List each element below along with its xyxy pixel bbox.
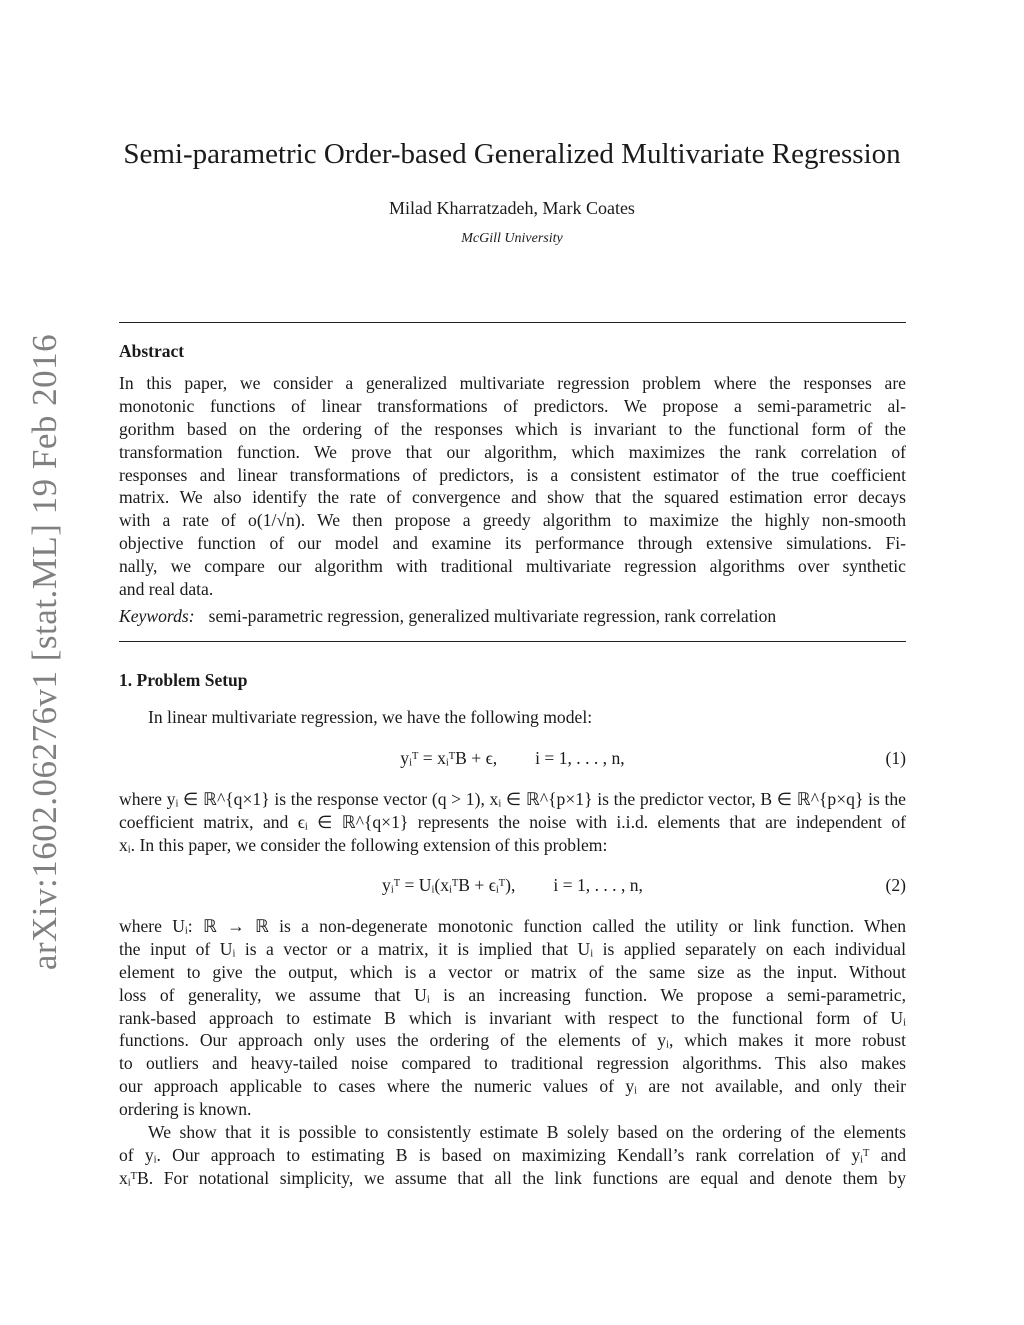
arxiv-sidebar-stamp — [20, 333, 70, 971]
paragraph-line: where Uᵢ: ℝ → ℝ is a non-degenerate monotonic function called the utility or link function. When — [119, 916, 906, 936]
keywords-text: semi-parametric regression, generalized multivariate regression, rank correlation — [208, 606, 777, 626]
section-heading: 1. Problem Setup — [119, 670, 248, 690]
equation-1 — [119, 748, 906, 774]
paragraph-line: functions. Our approach only uses the ordering of the elements of yᵢ, which makes it more robust — [119, 1030, 906, 1051]
paragraph-line: coefficient matrix, and ϵᵢ ∈ ℝ^{q×1} represents the noise with i.i.d. elements that are independent of — [119, 811, 906, 832]
paragraph-line: the input of Uᵢ is a vector or a matrix, it is implied that Uᵢ is applied separately on each individual — [119, 938, 906, 959]
abstract-line: gorithm based on the ordering of the responses which is invariant to the functional form of the — [119, 418, 906, 439]
paragraph-4 — [119, 1121, 906, 1190]
abstract-line: with a rate of o(1/√n). We then propose a greedy algorithm to maximize the highly non-smooth — [119, 510, 906, 531]
paragraph-2 — [119, 788, 906, 857]
equation-1-number: (1) — [885, 748, 906, 768]
abstract-body — [119, 372, 906, 601]
equation-1-expr: yᵢᵀ = xᵢᵀB + ϵ, — [400, 748, 498, 768]
keywords — [119, 605, 906, 628]
paragraph-line: to outliers and heavy-tailed noise compared to traditional regression algorithms. This also makes — [119, 1053, 906, 1074]
paragraph-line: ordering is known. — [119, 1099, 252, 1120]
intro-line: In linear multivariate regression, we have the following model: — [148, 707, 593, 727]
equation-2-number: (2) — [885, 875, 906, 895]
equation-1-range: i = 1, . . . , n, — [535, 748, 625, 768]
abstract-line: In this paper, we consider a generalized multivariate regression problem where the responses are — [119, 373, 906, 393]
abstract-heading: Abstract — [119, 341, 185, 361]
abstract-line: objective function of our model and examine its performance through extensive simulations. Fi- — [119, 533, 906, 554]
abstract-line: transformation function. We prove that our algorithm, which maximizes the rank correlation of — [119, 441, 906, 462]
abstract-line: matrix. We also identify the rate of convergence and show that the squared estimation error decays — [119, 487, 906, 508]
paragraph-line: rank-based approach to estimate B which is invariant with respect to the functional form of Uᵢ — [119, 1007, 906, 1028]
abstract-top-rule — [119, 322, 906, 323]
equation-2 — [119, 875, 906, 901]
arxiv-id: arXiv:1602.06276v1 [stat.ML] 19 Feb 2016 — [25, 333, 65, 971]
paragraph-line: xᵢ. In this paper, we consider the following extension of this problem: — [119, 834, 608, 855]
abstract-line: and real data. — [119, 579, 214, 600]
paragraph-line: xᵢᵀB. For notational simplicity, we assume that all the link functions are equal and denote them by — [119, 1167, 906, 1188]
abstract-bottom-rule — [119, 641, 906, 642]
equation-2-range: i = 1, . . . , n, — [553, 875, 643, 895]
keywords-label: Keywords: — [119, 606, 195, 626]
paragraph-line: element to give the output, which is a vector or matrix of the same size as the input. Without — [119, 961, 906, 982]
abstract-line: responses and linear transformations of predictors, is a consistent estimator of the true coefficient — [119, 464, 906, 485]
paper-affiliation: McGill University — [461, 231, 563, 246]
paragraph-line: our approach applicable to cases where the numeric values of yᵢ are not available, and only their — [119, 1076, 906, 1097]
paragraph-line: of yᵢ. Our approach to estimating B is based on maximizing Kendall’s rank correlation of yᵢᵀ and — [119, 1144, 906, 1165]
section-intro — [119, 706, 906, 729]
abstract-line: monotonic functions of linear transformations of predictors. We propose a semi-parametric al- — [119, 395, 906, 416]
paper-authors: Milad Kharratzadeh, Mark Coates — [389, 198, 635, 218]
paper-title: Semi-parametric Order-based Generalized Multivariate Regression — [123, 138, 901, 170]
abstract-line: nally, we compare our algorithm with traditional multivariate regression algorithms over synthetic — [119, 556, 906, 577]
paragraph-line: where yᵢ ∈ ℝ^{q×1} is the response vector (q > 1), xᵢ ∈ ℝ^{p×1} is the predictor vector, B ∈ ℝ^{p×q} is the — [119, 789, 906, 809]
paragraph-line: loss of generality, we assume that Uᵢ is an increasing function. We propose a semi-parametric, — [119, 984, 906, 1005]
paragraph-line: We show that it is possible to consistently estimate B solely based on the ordering of the elements — [148, 1122, 906, 1142]
paragraph-3 — [119, 915, 906, 1121]
equation-2-expr: yᵢᵀ = Uᵢ(xᵢᵀB + ϵᵢᵀ), — [382, 875, 516, 895]
